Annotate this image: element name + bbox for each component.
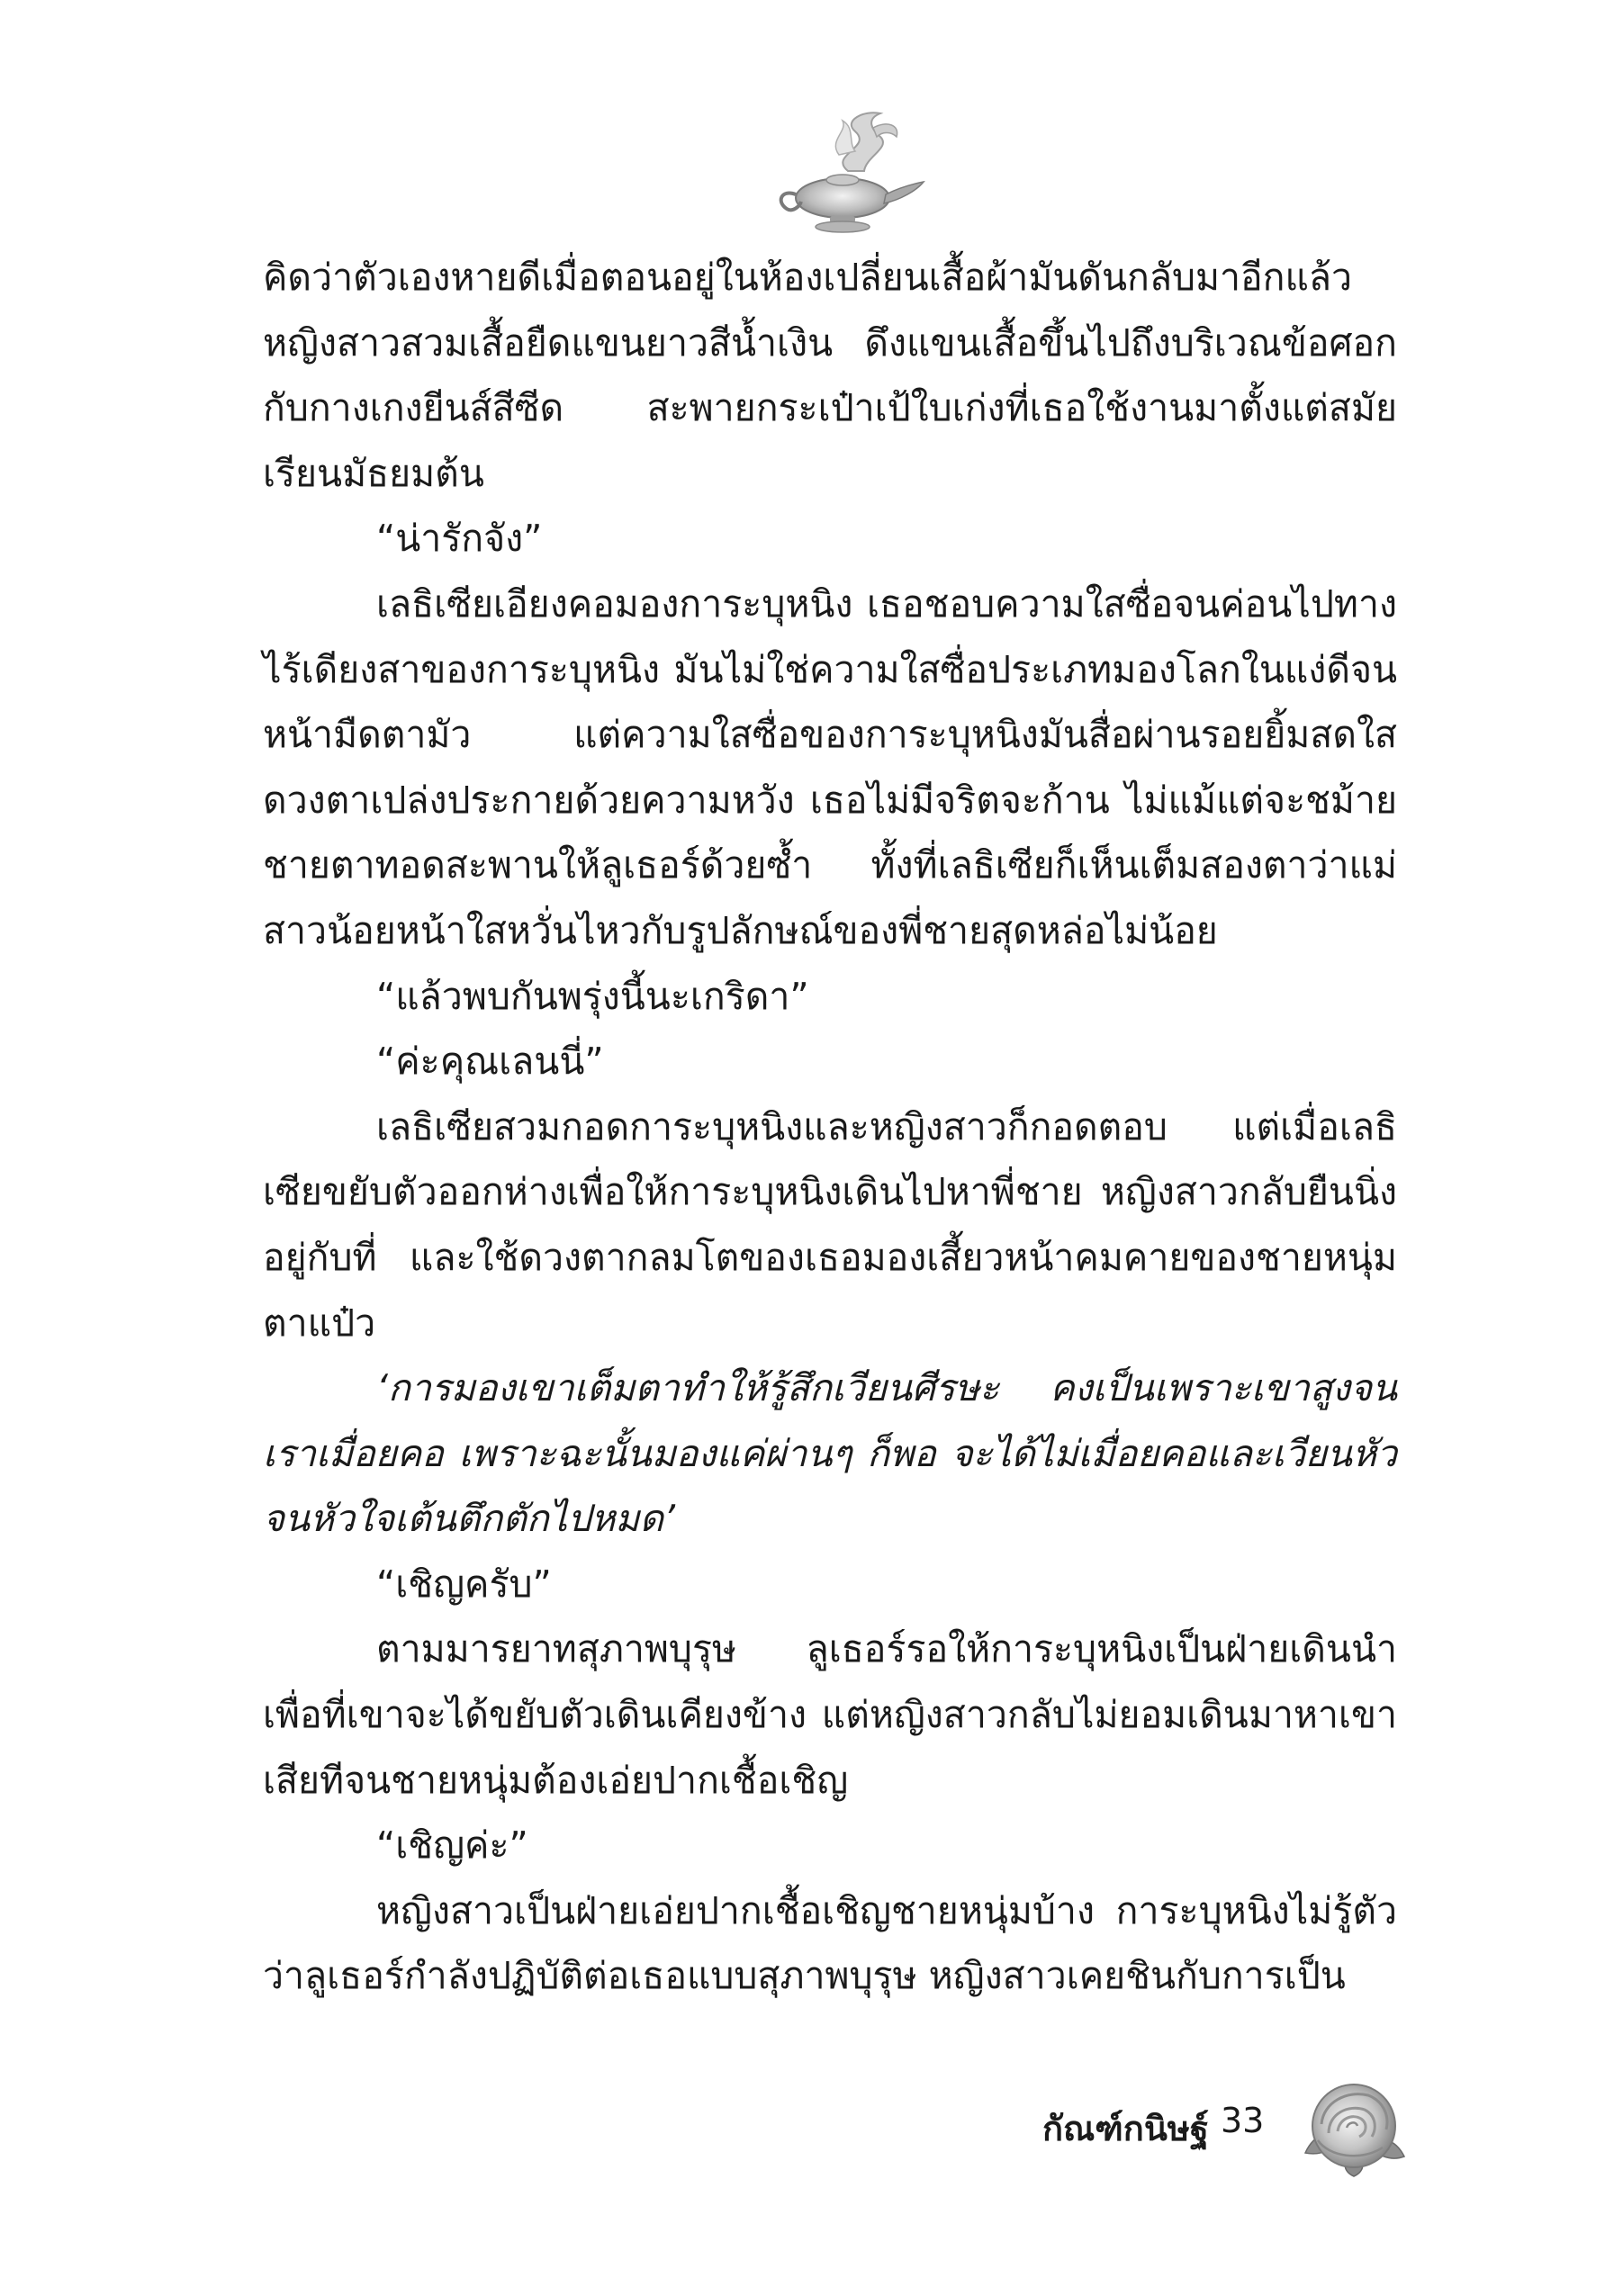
- book-title: กัณฑ์กนิษฐ์: [1042, 2109, 1209, 2148]
- dialogue-line: “แล้วพบกันพรุ่งนี้นะเกริดา”: [376, 974, 809, 1018]
- paragraph: คิดว่าตัวเองหายดีเมื่อตอนอยู่ในห้องเปลี่ยนเสื้อผ้ามันดันกลับมาอีกแล้ว หญิงสาวสวมเสื้อยืดแขนยาวสีน้ำเงิน ดึงแขนเสื้อขึ้นไปถึงบริเวณข้อศอก กับกางเกงยีนส์สีซีด สะพายกระเป๋าเป้ใบเก่งที่เธอใช้งานมาตั้งแต่สมัยเรียนมัธยมต้น: [263, 256, 1397, 495]
- genie-lamp-icon: [765, 101, 927, 236]
- dialogue-line: “เชิญครับ”: [376, 1562, 552, 1606]
- page-footer: [0, 2070, 1605, 2232]
- paragraph: ตามมารยาทสุภาพบุรุษ ลูเธอร์รอให้การะบุหนิงเป็นฝ่ายเดินนำเพื่อที่เขาจะได้ขยับตัวเดินเคียงข้าง แต่หญิงสาวกลับไม่ยอมเดินมาหาเขาเสียทีจนชายหนุ่มต้องเอ่ยปากเชื้อเชิญ: [263, 1627, 1397, 1802]
- inner-thought: ‘การมองเขาเต็มตาทำให้รู้สึกเวียนศีรษะ คงเป็นเพราะเขาสูงจนเราเมื่อยคอ เพราะฉะนั้นมองแค่ผ่านๆ ก็พอ จะได้ไม่เมื่อยคอและเวียนหัวจนหัวใจเต้นตึกตักไปหมด’: [263, 1366, 1397, 1541]
- dialogue-line: “เชิญค่ะ”: [376, 1823, 528, 1868]
- dialogue-line: “น่ารักจัง”: [376, 517, 543, 561]
- dialogue-line: “ค่ะคุณเลนนี่”: [376, 1040, 604, 1084]
- page-number: 33: [1221, 2101, 1265, 2140]
- paragraph: เลธิเซียเอียงคอมองการะบุหนิง เธอชอบความใสซื่อจนค่อนไปทางไร้เดียงสาของการะบุหนิง มันไม่ใช่ความใสซื่อประเภทมองโลกในแง่ดีจนหน้ามืดตามัว แต่ความใสซื่อของการะบุหนิงมันสื่อผ่านรอยยิ้มสดใส ดวงตาเปล่งประกายด้วยความหวัง เธอไม่มีจริตจะก้าน ไม่แม้แต่จะชม้ายชายตาทอดสะพานให้ลูเธอร์ด้วยซ้ำ ทั้งที่เลธิเซียก็เห็นเต็มสองตาว่าแม่สาวน้อยหน้าใสหวั่นไหวกับรูปลักษณ์ของพี่ชายสุดหล่อไม่น้อย: [263, 581, 1397, 952]
- paragraph: เลธิเซียสวมกอดการะบุหนิงและหญิงสาวก็กอดตอบ แต่เมื่อเลธิเซียขยับตัวออกห่างเพื่อให้การะบุหนิงเดินไปหาพี่ชาย หญิงสาวกลับยืนนิ่งอยู่กับที่ และใช้ดวงตากลมโตของเธอมองเสี้ยวหน้าคมคายของชายหนุ่มตาแป๋ว: [263, 1104, 1397, 1345]
- body-text: [263, 245, 1397, 2009]
- rose-icon: [1296, 2070, 1413, 2187]
- paragraph: หญิงสาวเป็นฝ่ายเอ่ยปากเชื้อเชิญชายหนุ่มบ้าง การะบุหนิงไม่รู้ตัวว่าลูเธอร์กำลังปฏิบัติต่อเธอแบบสุภาพบุรุษ หญิงสาวเคยชินกับการเป็น: [263, 1888, 1397, 1998]
